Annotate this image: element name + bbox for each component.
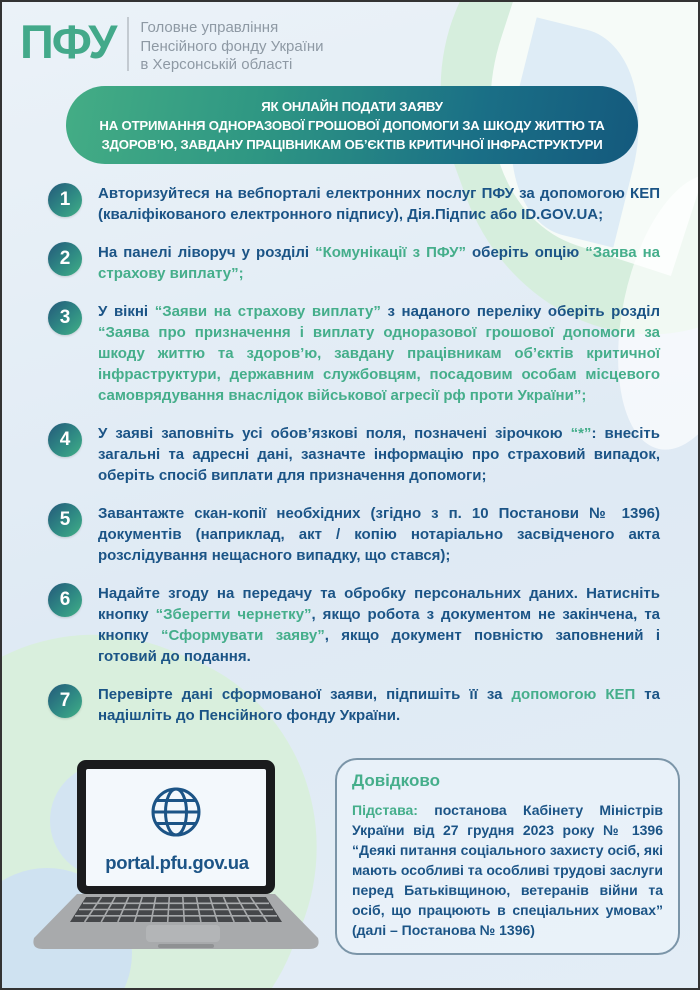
page-title-line: НА ОТРИМАННЯ ОДНОРАЗОВОЇ ГРОШОВОЇ ДОПОМОГИ ЗА ШКОДУ ЖИТТЮ ТА [99, 117, 605, 133]
step-item-6 [48, 583, 662, 667]
org-line: Пенсійного фонду України [140, 37, 324, 55]
portal-url: portal.pfu.gov.ua [105, 852, 249, 873]
step-segment: У заяві заповніть усі обов’язкові поля, позначені зірочкою [98, 425, 571, 442]
step-segment: Авторизуйтеся на вебпорталі електронних послуг ПФУ за допомогою КЕП (кваліфікованого електронного підпису), Дія.Підпис або ID.GOV.UA; [98, 185, 660, 223]
laptop-illustration [30, 754, 330, 966]
header [2, 2, 698, 75]
info-segment-highlight: Підстава: [352, 802, 435, 818]
step-text [98, 301, 660, 406]
step-segment: : внесіть загальні та адресні дані, зазначте інформацію про страховий випадок, оберіть спосіб виплати для призначення допомоги; [98, 425, 660, 484]
step-segment: , якщо робота з документом не закінчена, та кнопку [98, 606, 661, 644]
step-number-badge: 2 [48, 242, 82, 276]
step-item-4 [48, 423, 662, 486]
step-segment-highlight: “Заява про призначення і виплату одноразової грошової допомоги за шкоду життю та здоров’ю, завдану працівникам об’єктів критичної інфраструктури, державним службовцям, посадовим особам місцевого самоврядування внаслідок військової агресії рф проти України”; [98, 324, 660, 404]
page-title-line: ЗДОРОВ’Ю, ЗАВДАНУ ПРАЦІВНИКАМ ОБ’ЄКТІВ КРИТИЧНОЇ ІНФРАСТРУКТУРИ [101, 136, 603, 152]
laptop-trackpad [146, 925, 220, 942]
info-box-title: Довідково [352, 771, 440, 790]
step-segment: У вікні [98, 303, 155, 320]
step-text [98, 503, 660, 566]
info-box-text [352, 800, 663, 940]
title-banner [66, 86, 638, 164]
step-segment-highlight: “Зберегти чернетку” [155, 606, 312, 623]
reference-info-box [335, 758, 680, 955]
org-line: в Херсонській області [140, 56, 293, 73]
step-text [98, 583, 660, 667]
step-segment: та надішліть до Пенсійного фонду України. [98, 686, 661, 724]
step-text [98, 684, 660, 726]
info-segment: постанова Кабінету Міністрів України від 27 грудня 2023 року № 1396 “Деякі питання соціального захисту осіб, які мають особливі та особливі трудові заслуги перед Батьківщиною, ветеранів війни та осіб, що працюють в спеціальних умовах” (далі – Постанова № 1396) [352, 802, 663, 938]
step-number-badge: 5 [48, 503, 82, 537]
step-item-2 [48, 242, 662, 284]
logo-divider [127, 17, 129, 71]
step-number-badge: 7 [48, 684, 82, 718]
org-line: Головне управління [140, 19, 279, 36]
step-item-1 [48, 183, 662, 225]
step-item-5 [48, 503, 662, 566]
steps-list [48, 183, 662, 726]
step-text [98, 423, 660, 486]
step-segment: , якщо документ повністю заповнений і готовий до подання. [98, 627, 661, 665]
step-segment-highlight: “Заяви на страхову виплату” [154, 303, 381, 320]
page-title-line: ЯК ОНЛАЙН ПОДАТИ ЗАЯВУ [261, 98, 443, 114]
step-segment-highlight: “Заява на страхову виплату”; [98, 244, 660, 282]
step-segment: Завантажте скан-копії необхідних (згідно з п. 10 Постанови № 1396) документів (наприклад, акт / копію нотаріально засвідченого акта розслідування нещасного випадку, що стався); [98, 505, 660, 564]
organization-name [140, 14, 323, 75]
step-segment: Перевірте дані сформованої заяви, підпишіть її за [98, 686, 512, 703]
step-segment: оберіть опцію [465, 244, 586, 261]
step-item-3 [48, 301, 662, 406]
step-segment-highlight: “*” [570, 425, 592, 442]
step-number-badge: 6 [48, 583, 82, 617]
step-segment: На панелі ліворуч у розділі [98, 244, 316, 261]
step-segment-highlight: “Комунікації з ПФУ” [315, 244, 466, 261]
step-text [98, 242, 660, 284]
pfu-logo: ПФУ [20, 15, 116, 68]
step-segment-highlight: “Сформувати заяву” [161, 627, 325, 644]
step-item-7 [48, 684, 662, 726]
step-segment: з наданого переліку оберіть розділ [380, 303, 660, 320]
step-text [98, 183, 660, 225]
step-segment: Надайте згоду на передачу та обробку персональних даних. Натисніть кнопку [98, 585, 660, 623]
laptop-front-notch [158, 944, 214, 948]
step-number-badge: 3 [48, 301, 82, 335]
step-segment-highlight: допомогою КЕП [511, 686, 636, 703]
step-number-badge: 1 [48, 183, 82, 217]
step-number-badge: 4 [48, 423, 82, 457]
